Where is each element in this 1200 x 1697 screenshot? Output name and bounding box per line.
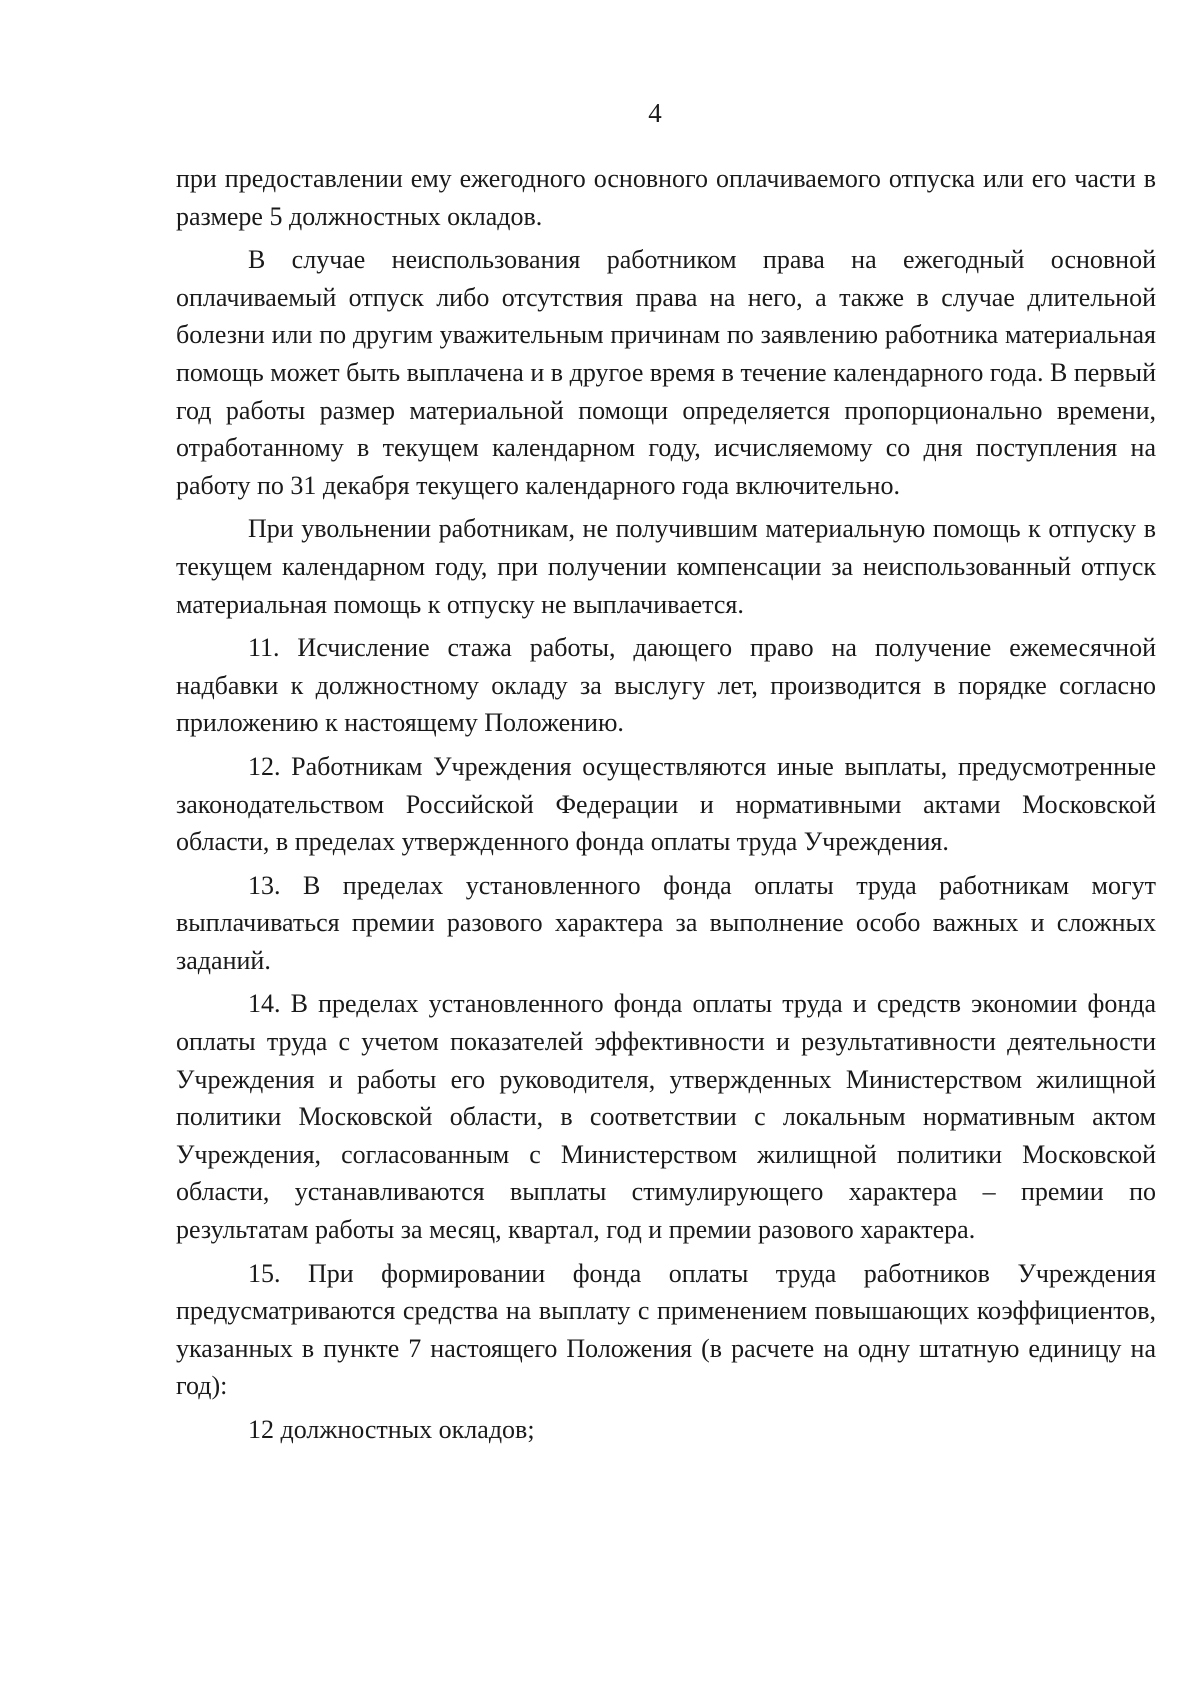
page-number: 4	[648, 98, 662, 128]
paragraph-item-12: 12. Работникам Учреждения осуществляются иные выплаты, предусмотренные законодательством Российской Федерации и нормативными актами Московской области, в пределах утвержденного фонда оплаты труда Учреждения.	[176, 751, 1156, 857]
paragraph-item-14: 14. В пределах установленного фонда оплаты труда и средств экономии фонда оплаты труда с учетом показателей эффективности и результативности деятельности Учреждения и работы его руководителя, утвержденных Министерством жилищной политики Московской области, в соответствии с локальным нормативным актом Учреждения, согласованным с Министерством жилищной политики Московской области, устанавливаются выплаты стимулирующего характера – премии по результатам работы за месяц, квартал, год и премии разового характера.	[176, 989, 1156, 1245]
document-body	[176, 160, 1156, 1455]
paragraph-dismissal: При увольнении работникам, не получившим материальную помощь к отпуску в текущем календарном году, при получении компенсации за неиспользованный отпуск материальная помощь к отпуску не выплачивается.	[176, 514, 1156, 619]
paragraph-salary-count: 12 должностных окладов;	[248, 1415, 535, 1444]
paragraph-item-11: 11. Исчисление стажа работы, дающего право на получение ежемесячной надбавки к должностному окладу за выслугу лет, производится в порядке согласно приложению к настоящему Положению.	[176, 633, 1156, 738]
paragraph-material-aid-other-time: В случае неиспользования работником права на ежегодный основной оплачиваемый отпуск либо отсутствия права на него, а также в случае длительной болезни или по другим уважительным причинам по заявлению работника материальная помощь может быть выплачена и в другое время в течение календарного года. В первый год работы размер материальной помощи определяется пропорционально времени, отработанному в текущем календарном году, исчисляемому со дня поступления на работу по 31 декабря текущего календарного года включительно.	[176, 245, 1156, 500]
paragraph-item-15: 15. При формировании фонда оплаты труда работников Учреждения предусматриваются средства на выплату с применением повышающих коэффициентов, указанных в пункте 7 настоящего Положения (в расчете на одну штатную единицу на год):	[176, 1258, 1156, 1401]
paragraph-item-13: 13. В пределах установленного фонда оплаты труда работникам могут выплачиваться премии разового характера за выполнение особо важных и сложных заданий.	[176, 870, 1156, 975]
paragraph-continuation: при предоставлении ему ежегодного основного оплачиваемого отпуска или его части в размере 5 должностных окладов.	[176, 164, 1156, 231]
